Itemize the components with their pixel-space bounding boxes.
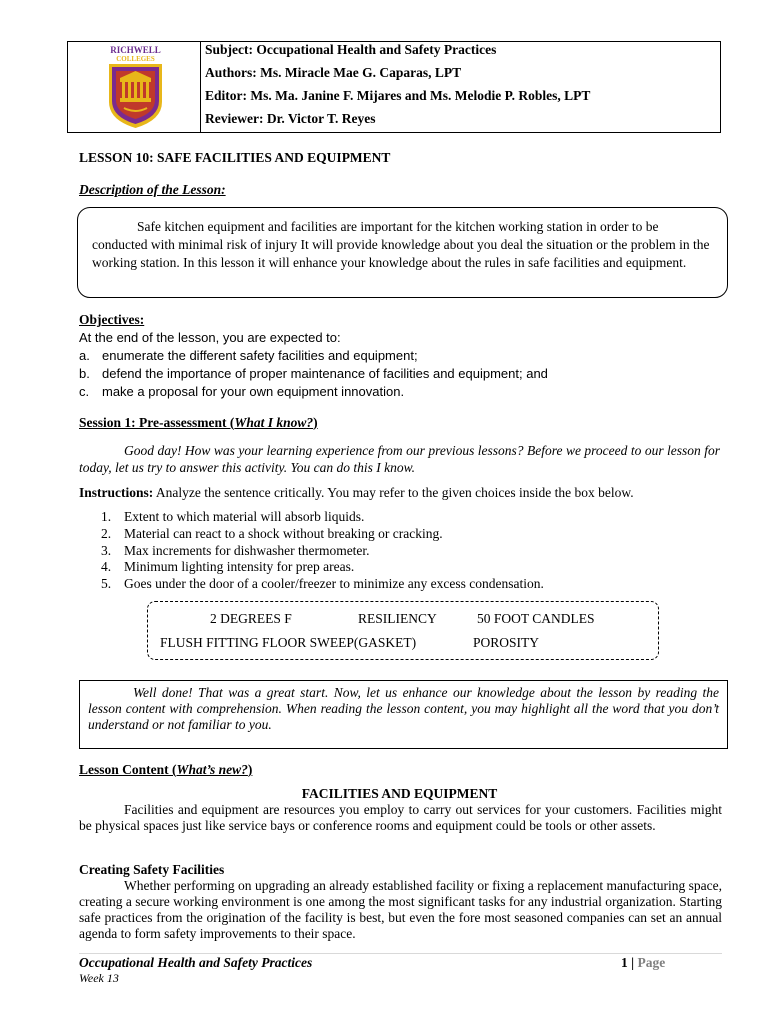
svg-text:RICHWELL: RICHWELL: [110, 45, 161, 55]
facilities-equipment-title: FACILITIES AND EQUIPMENT: [301, 786, 498, 801]
page-number: 1 | Page: [621, 955, 666, 970]
lesson-content-heading: Lesson Content (What’s new?): [79, 762, 253, 777]
footer-title: Occupational Health and Safety Practices: [79, 955, 313, 970]
footer-week: Week 13: [79, 971, 119, 985]
session1-heading: Session 1: Pre-assessment (What I know?): [79, 415, 318, 430]
choice-item: 50 FOOT CANDLES: [477, 611, 595, 626]
description-text: Safe kitchen equipment and facilities are important for the kitchen working station in order to be conducted with minimal risk of injury It will provide knowledge about you deal the situation or the problem in the working station. In this lesson it will enhance your knowledge about the rules in safe facilities and equipment.: [92, 219, 710, 270]
authors-line: Authors: Ms. Miracle Mae G. Caparas, LPT: [205, 65, 462, 80]
choice-item: POROSITY: [473, 635, 540, 650]
instructions: Instructions: Analyze the sentence critically. You may refer to the given choices inside the box below.: [79, 485, 634, 500]
question-item: 1. Extent to which material will absorb liquids.: [101, 509, 365, 524]
header-divider: [200, 42, 201, 132]
objectives-heading: Objectives:: [79, 312, 145, 327]
description-heading: Description of the Lesson:: [79, 182, 226, 197]
question-list: [101, 509, 544, 593]
well-done-box: [79, 680, 728, 749]
reviewer-line: Reviewer: Dr. Victor T. Reyes: [205, 111, 376, 126]
objective-item: b. defend the importance of proper maintenance of facilities and equipment; and: [79, 366, 548, 381]
creating-safety-heading: Creating Safety Facilities: [79, 862, 225, 877]
creating-safety-paragraph: Whether performing on upgrading an already established facility or fixing a replacement manufacturing space, creating a secure working environment is one among the most significant tasks for any industrial organization. Starting safe practices from the origination of the facility is best, but even the fore most seasoned companies can set an annual agenda to form safety improvements to their space.: [79, 878, 722, 941]
greeting-paragraph: Good day! How was your learning experience from our previous lessons? Before we proceed to our lesson for today, let us try to answer this activity. You can do this I know.: [79, 443, 720, 475]
svg-text:COLLEGES: COLLEGES: [116, 55, 155, 63]
document-header: [67, 41, 721, 133]
editor-line: Editor: Ms. Ma. Janine F. Mijares and Ms. Melodie P. Robles, LPT: [205, 88, 591, 103]
description-box: [77, 207, 728, 298]
objectives-list: [79, 329, 719, 401]
well-done-text: Well done! That was a great start. Now, let us enhance our knowledge about the lesson by reading the lesson content with comprehension. When reading the lesson content, you may highlight all the word that you don’t understand or not familiar to you.: [88, 685, 719, 732]
objective-item: c. make a proposal for your own equipment innovation.: [79, 384, 405, 399]
question-item: 2. Material can react to a shock without breaking or cracking.: [101, 525, 443, 541]
question-item: 5. Goes under the door of a cooler/freezer to minimize any excess condensation.: [101, 576, 544, 592]
question-item: 3. Max increments for dishwasher thermometer.: [101, 542, 370, 558]
choices-box: [147, 601, 659, 660]
question-item: 4. Minimum lighting intensity for prep areas.: [101, 559, 355, 575]
facilities-paragraph: Facilities and equipment are resources you employ to carry out services for your customers. Facilities might be physical spaces just like service bays or conference rooms and equipment could be tools or other assets.: [79, 802, 722, 833]
choice-item: 2 DEGREES F: [210, 611, 292, 626]
choice-item: FLUSH FITTING FLOOR SWEEP(GASKET): [160, 635, 417, 650]
subject-line: Subject: Occupational Health and Safety Practices: [205, 42, 497, 57]
lesson-title: LESSON 10: SAFE FACILITIES AND EQUIPMENT: [79, 150, 391, 165]
richwell-colleges-logo: [98, 44, 173, 130]
objectives-intro: At the end of the lesson, you are expected to:: [79, 330, 341, 345]
footer-divider: [79, 953, 722, 954]
choice-item: RESILIENCY: [358, 611, 437, 626]
objective-item: a. enumerate the different safety facilities and equipment;: [79, 348, 418, 363]
